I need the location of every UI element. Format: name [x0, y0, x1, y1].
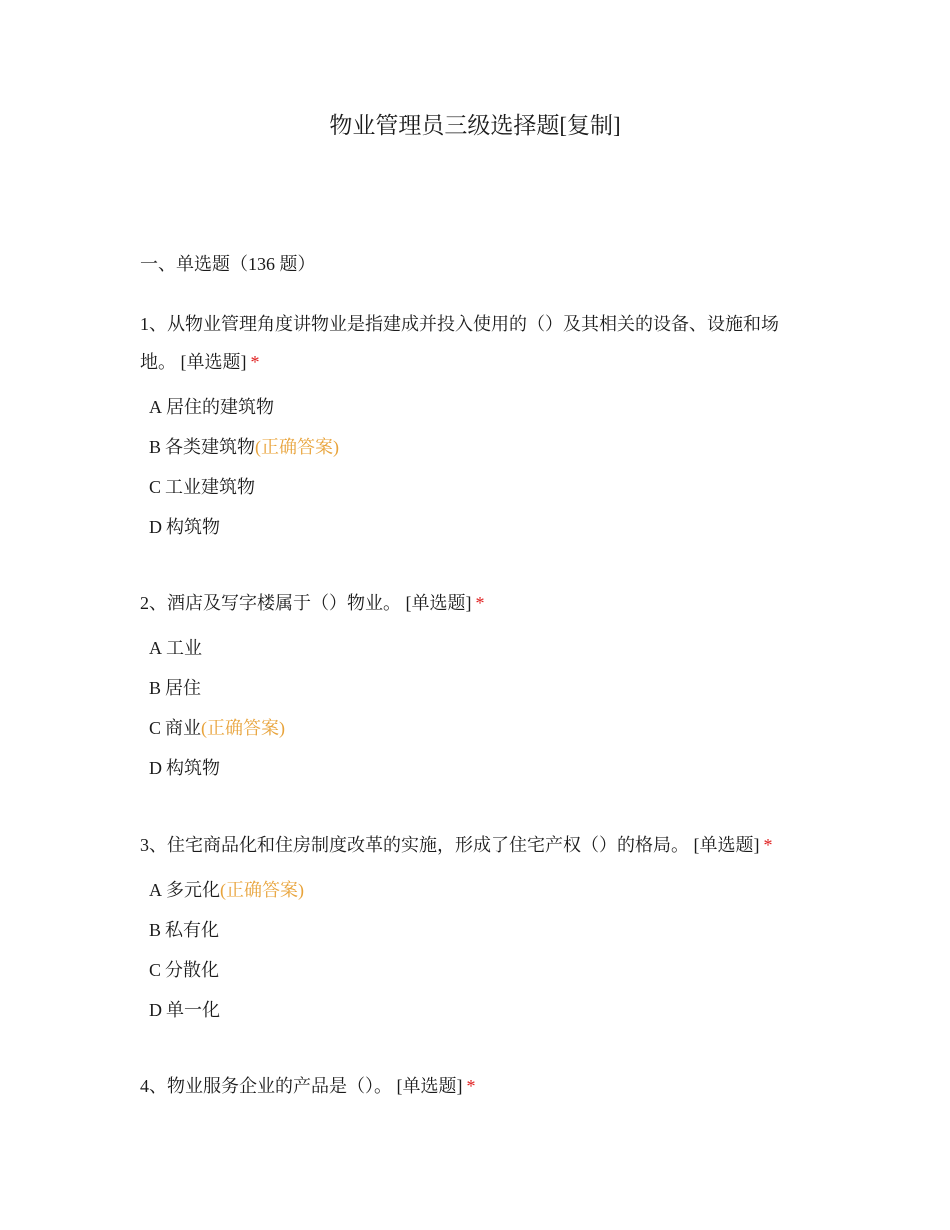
question-type-label: [单选题]	[693, 835, 760, 855]
correct-answer-tag: (正确答案)	[201, 718, 286, 738]
question-stem: 1、从物业管理角度讲物业是指建成并投入使用的（）及其相关的设备、设施和场地。	[140, 314, 779, 372]
option-letter: D	[149, 517, 162, 537]
document-title: 物业管理员三级选择题[复制]	[329, 113, 621, 138]
option-text: 工业建筑物	[165, 477, 256, 497]
option-text: 构筑物	[166, 517, 220, 537]
question-stem: 4、物业服务企业的产品是（）。	[140, 1076, 392, 1096]
correct-answer-tag: (正确答案)	[220, 880, 304, 900]
option-b	[149, 910, 810, 950]
question-stem: 2、酒店及写字楼属于（）物业。	[140, 593, 401, 613]
option-c	[149, 708, 810, 748]
option-letter: C	[149, 960, 162, 980]
option-d	[149, 507, 810, 547]
option-letter: D	[149, 758, 162, 778]
question-stem: 3、住宅商品化和住房制度改革的实施，形成了住宅产权（）的格局。	[140, 835, 689, 855]
option-text: 工业	[166, 638, 202, 658]
question-type-label: [单选题]	[180, 352, 247, 372]
option-a	[149, 628, 810, 668]
option-d	[149, 990, 810, 1030]
option-list	[140, 870, 810, 1030]
question-3	[140, 826, 810, 1030]
question-4	[140, 1067, 810, 1105]
option-text: 各类建筑物	[165, 437, 256, 457]
option-b	[149, 427, 810, 467]
question-1	[140, 305, 810, 547]
option-c	[149, 950, 810, 990]
option-letter: A	[149, 638, 162, 658]
option-text: 居住	[165, 678, 202, 698]
option-text: 私有化	[165, 920, 220, 940]
section-heading: 一、单选题（136 题）	[140, 254, 316, 274]
option-text: 分散化	[165, 960, 220, 980]
question-2	[140, 584, 810, 788]
question-type-label: [单选题]	[405, 593, 472, 613]
option-text: 商业	[165, 718, 202, 738]
option-text: 居住的建筑物	[166, 397, 274, 417]
question-text	[140, 1067, 810, 1105]
option-d	[149, 748, 810, 788]
option-text: 单一化	[166, 1000, 220, 1020]
required-mark: *	[475, 593, 485, 613]
required-mark: *	[466, 1076, 476, 1096]
option-letter: C	[149, 477, 162, 497]
correct-answer-tag: (正确答案)	[255, 437, 340, 457]
option-a	[149, 870, 810, 910]
option-letter: D	[149, 1000, 162, 1020]
required-mark: *	[763, 835, 773, 855]
option-b	[149, 668, 810, 708]
question-text	[140, 584, 810, 622]
option-text: 构筑物	[166, 758, 220, 778]
option-c	[149, 467, 810, 507]
option-letter: C	[149, 718, 162, 738]
option-list	[140, 387, 810, 547]
required-mark: *	[250, 352, 260, 372]
option-list	[140, 628, 810, 788]
option-letter: B	[149, 920, 162, 940]
option-letter: B	[149, 678, 162, 698]
option-letter: A	[149, 880, 162, 900]
question-text	[140, 826, 810, 864]
option-a	[149, 387, 810, 427]
question-type-label: [单选题]	[396, 1076, 463, 1096]
option-letter: B	[149, 437, 162, 457]
option-text: 多元化	[166, 880, 220, 900]
option-letter: A	[149, 397, 162, 417]
question-text	[140, 305, 810, 381]
